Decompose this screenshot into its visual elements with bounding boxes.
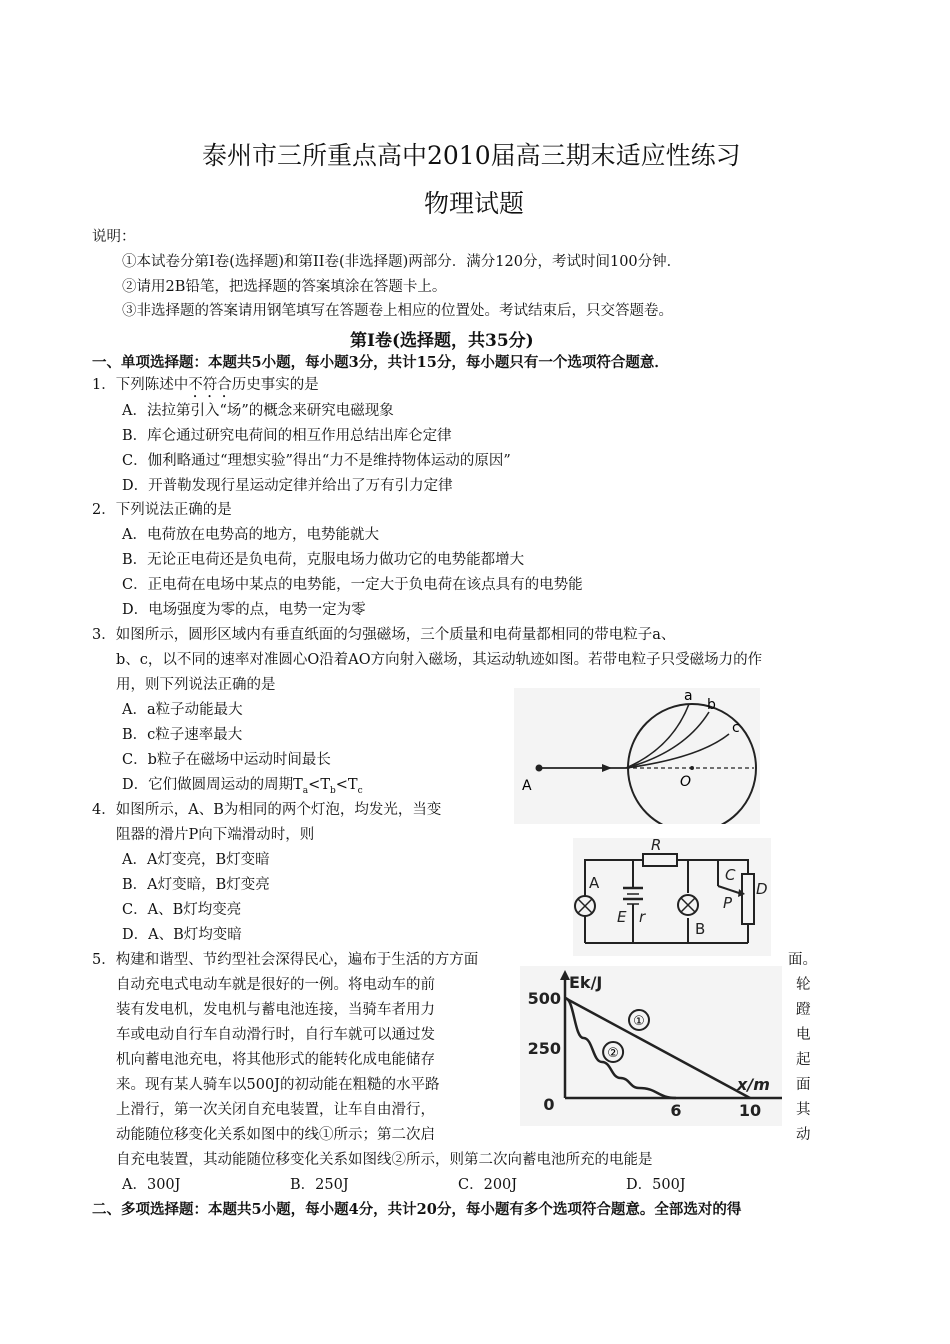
q1-option-b: B．库仑通过研究电荷间的相互作用总结出库仑定律 bbox=[122, 428, 452, 444]
q3-lt2: <T bbox=[335, 777, 358, 793]
resistor-r bbox=[643, 854, 677, 866]
section1-heading: 一、单项选择题：本题共5小题，每小题3分，共计15分，每小题只有一个选项符合题意． bbox=[92, 354, 669, 371]
label-A: A bbox=[522, 778, 532, 794]
circuit-diagram bbox=[573, 838, 771, 956]
instruction-item: ③非选择题的答案请用钢笔填写在答题卷上相应的位置处。考试结束后，只交答题卷。 bbox=[122, 303, 673, 319]
q4-option-d: D．A、B灯均变暗 bbox=[122, 927, 242, 943]
x-tick-label: 10 bbox=[738, 1101, 762, 1120]
q5-line-end: 面 bbox=[796, 1077, 811, 1093]
center-dot bbox=[690, 766, 694, 770]
q1-stem bbox=[92, 375, 319, 401]
q3-figure bbox=[514, 688, 760, 824]
q5-chart bbox=[520, 966, 782, 1126]
x-tick-label: 0 bbox=[543, 1095, 555, 1114]
q1-option-c: C．伽利略通过“理想实验”得出“力不是维持物体运动的原因” bbox=[122, 453, 511, 469]
q5-option-d: D．500J bbox=[626, 1177, 686, 1193]
q5-line: 5．构建和谐型、节约型社会深得民心，遍布于生活的方方面 bbox=[92, 952, 479, 968]
q5-line-end: 起 bbox=[796, 1052, 811, 1068]
q5-last-line: 自充电装置，其动能随位移变化关系如图线②所示，则第二次向蓄电池所充的电能是 bbox=[116, 1152, 653, 1168]
rheostat bbox=[742, 874, 754, 924]
q3-stem-line: b、c，以不同的速率对准圆心O沿着AO方向射入磁场，其运动轨迹如图。若带电粒子只受磁场力的作 bbox=[116, 652, 763, 668]
label-internal-r: r bbox=[639, 908, 646, 926]
q1-stem-post: 历史事实的是 bbox=[231, 377, 319, 393]
q3-stem-line: 用，则下列说法正确的是 bbox=[116, 677, 276, 693]
label-p: P bbox=[723, 894, 733, 912]
q3-option-a: A．a粒子动能最大 bbox=[122, 702, 243, 718]
q5-line: 装有发电机，发电机与蓄电池连接，当骑车者用力 bbox=[116, 1002, 435, 1018]
q3-option-b: B．c粒子速率最大 bbox=[122, 727, 243, 743]
ek-chart-svg bbox=[520, 966, 782, 1126]
instructions-label: 说明： bbox=[92, 229, 136, 245]
instruction-item: ①本试卷分第I卷(选择题)和第II卷(非选择题)两部分．满分120分，考试时间100分钟． bbox=[122, 254, 682, 270]
label-c: c bbox=[732, 720, 740, 736]
q5-line-end: 动 bbox=[796, 1127, 811, 1143]
page-subtitle: 物理试题 bbox=[424, 189, 525, 218]
q1-option-a: A．法拉第引入“场”的概念来研究电磁现象 bbox=[122, 403, 394, 419]
q3-stem-line: 3．如图所示，圆形区域内有垂直纸面的匀强磁场，三个质量和电荷量都相同的带电粒子a、 bbox=[92, 627, 676, 643]
q5-line: 车或电动自行车自动滑行时，自行车就可以通过发 bbox=[116, 1027, 435, 1043]
q5-line-end: 蹬 bbox=[796, 1002, 811, 1018]
q4-stem-line: 4．如图所示，A、B为相同的两个灯泡，均发光，当变 bbox=[92, 802, 442, 818]
series-1-label: ① bbox=[633, 1014, 645, 1029]
q3-sub-c: c bbox=[357, 785, 363, 796]
label-a: a bbox=[684, 688, 693, 704]
label-lamp-b: B bbox=[695, 920, 706, 938]
q5-line: 自动充电式电动车就是很好的一例。将电动车的前 bbox=[116, 977, 435, 993]
series-2-label-group bbox=[603, 1042, 623, 1062]
q5-option-a: A．300J bbox=[122, 1177, 181, 1193]
arrow-icon bbox=[602, 764, 612, 772]
q3-lt1: <T bbox=[308, 777, 330, 793]
q5-line: 来。现有某人骑车以500J的初动能在粗糙的水平路 bbox=[116, 1077, 440, 1093]
q5-option-b: B．250J bbox=[290, 1177, 349, 1193]
q4-stem-line: 阻器的滑片P向下端滑动时，则 bbox=[116, 827, 315, 843]
q1-option-d: D．开普勒发现行星运动定律并给出了万有引力定律 bbox=[122, 478, 453, 494]
magnetic-field-diagram bbox=[514, 688, 760, 824]
label-emf: E bbox=[617, 908, 627, 926]
q4-option-b: B．A灯变暗，B灯变亮 bbox=[122, 877, 270, 893]
q2-option-d: D．电场强度为零的点，电势一定为零 bbox=[122, 602, 366, 618]
q4-option-c: C．A、B灯均变亮 bbox=[122, 902, 242, 918]
part1-heading: 第I卷(选择题，共35分) bbox=[350, 331, 534, 351]
y-tick-label: 500 bbox=[527, 989, 561, 1008]
y-tick-label: 250 bbox=[527, 1039, 561, 1058]
x-axis-label: x/m bbox=[737, 1075, 770, 1094]
q3-option-d-text: D．它们做圆周运动的周期T bbox=[122, 777, 303, 793]
label-lamp-a: A bbox=[589, 874, 600, 892]
q4-figure bbox=[573, 838, 771, 956]
label-O: O bbox=[680, 774, 692, 790]
q1-stem-pre: 1．下列陈述中 bbox=[92, 377, 189, 393]
label-d: D bbox=[756, 880, 768, 898]
q5-line: 机向蓄电池充电，将其他形式的能转化成电能储存 bbox=[116, 1052, 435, 1068]
q5-line-end: 轮 bbox=[796, 977, 811, 993]
q2-stem: 2．下列说法正确的是 bbox=[92, 502, 232, 518]
series-2-label: ② bbox=[607, 1046, 619, 1061]
q5-line: 动能随位移变化关系如图中的线①所示；第二次启 bbox=[116, 1127, 435, 1143]
label-c: C bbox=[725, 866, 736, 884]
q5-option-c: C．200J bbox=[458, 1177, 518, 1193]
q3-option-d bbox=[122, 775, 363, 801]
q1-stem-emph: 不符合 bbox=[188, 377, 232, 393]
q3-sub-b: b bbox=[330, 785, 336, 796]
page-title: 泰州市三所重点高中2010届高三期末适应性练习 bbox=[202, 141, 741, 170]
q2-option-b: B．无论正电荷还是负电荷，克服电场力做功它的电势能都增大 bbox=[122, 552, 525, 568]
q3-sub-a: a bbox=[302, 785, 309, 796]
instruction-item: ②请用2B铅笔，把选择题的答案填涂在答题卡上。 bbox=[122, 279, 447, 295]
q2-option-c: C．正电荷在电场中某点的电势能，一定大于负电荷在该点具有的电势能 bbox=[122, 577, 583, 593]
q5-line-end: 其 bbox=[796, 1102, 811, 1118]
q2-option-a: A．电荷放在电势高的地方，电势能就大 bbox=[122, 527, 379, 543]
q5-line: 上滑行，第一次关闭自充电装置，让车自由滑行， bbox=[116, 1102, 435, 1118]
q5-line-end: 电 bbox=[796, 1027, 811, 1043]
slider-wire bbox=[718, 886, 739, 893]
label-b: b bbox=[707, 697, 716, 713]
label-r-resistor: R bbox=[651, 838, 662, 854]
q5-line-end: 面。 bbox=[788, 952, 817, 968]
q4-option-a: A．A灯变亮，B灯变暗 bbox=[122, 852, 270, 868]
section2-heading: 二、多项选择题：本题共5小题，每小题4分，共计20分，每小题有多个选项符合题意。全部选对的得 bbox=[92, 1201, 742, 1218]
series-1-label-group bbox=[629, 1010, 649, 1030]
y-axis-label: Ek/J bbox=[569, 973, 603, 992]
q3-option-c: C．b粒子在磁场中运动时间最长 bbox=[122, 752, 331, 768]
x-tick-label: 6 bbox=[670, 1101, 682, 1120]
